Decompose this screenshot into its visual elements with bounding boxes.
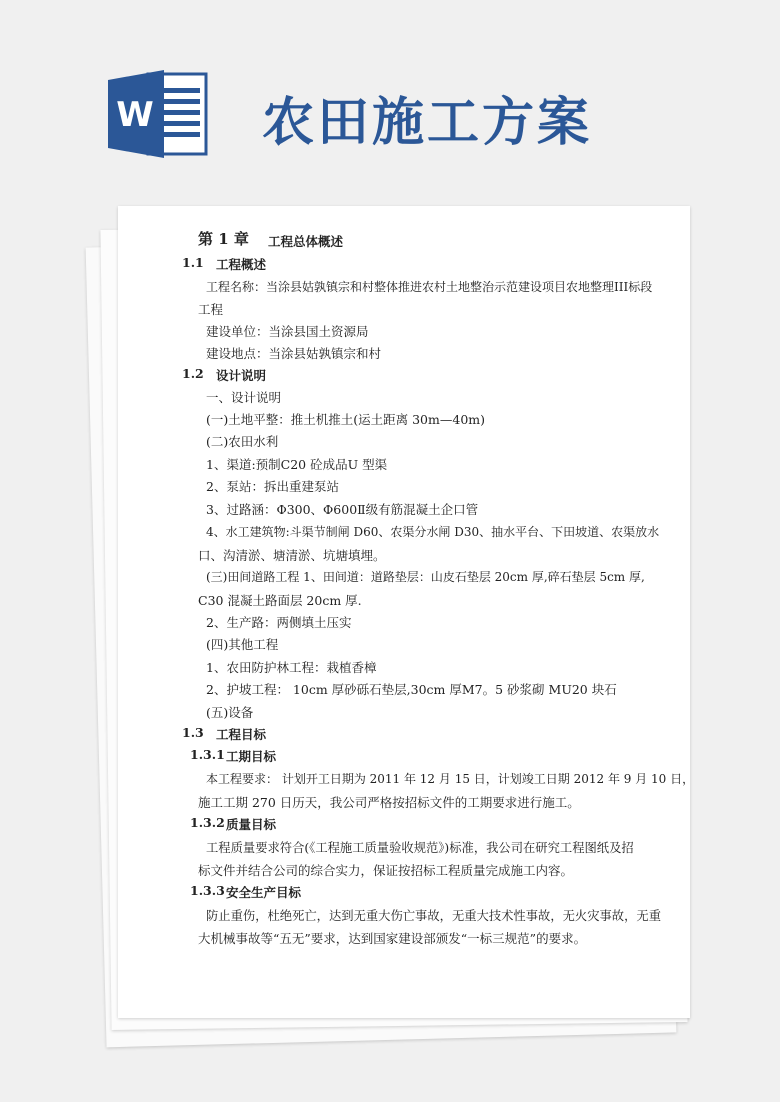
- paragraph-line: 2、泵站：拆出重建泵站: [206, 479, 339, 494]
- paragraph-line: 工程: [198, 302, 224, 317]
- paragraph-line: 工程质量要求符合(《工程施工质量验收规范》)标准，我公司在研究工程图纸及招: [206, 841, 634, 855]
- paragraph-line: 标文件并结合公司的综合实力，保证按招标工程质量完成施工内容。: [198, 863, 574, 878]
- paragraph-line: 口、沟清淤、塘清淤、坑塘填埋。: [198, 548, 386, 563]
- paragraph-line: 1、渠道:预制C20 砼成品U 型渠: [206, 457, 388, 472]
- word-icon: [108, 68, 208, 160]
- section-title: 工程概述: [216, 257, 267, 272]
- header: [0, 0, 780, 200]
- paragraph-line: 建设地点：当涂县姑孰镇宗和村: [206, 346, 382, 361]
- paragraph-line: 1、农田防护林工程：栽植香樟: [206, 660, 377, 675]
- subsection-number: 1.3.1: [190, 747, 225, 762]
- subsection-title: 质量目标: [226, 817, 277, 832]
- subsection-number: 1.3.2: [190, 815, 225, 830]
- paragraph-line: 4、水工建筑物:斗渠节制闸 D60、农渠分水闸 D30、抽水平台、下田坡道、农渠放水: [206, 525, 660, 539]
- section-title: 设计说明: [216, 368, 267, 383]
- document-title: 农田施工方案: [262, 93, 593, 153]
- paragraph-line: 2、护坡工程： 10cm 厚砂砾石垫层,30cm 厚M7。5 砂浆砌 MU20 块石: [206, 682, 617, 697]
- paragraph-line: 大机械事故等“五无”要求，达到国家建设部颁发“一标三规范”的要求。: [198, 931, 587, 946]
- paragraph-line: 工程名称：当涂县姑孰镇宗和村整体推进农村土地整治示范建设项目农地整理III标段: [206, 280, 653, 294]
- paragraph-line: (四)其他工程: [206, 637, 279, 652]
- paragraph-line: 3、过路涵：Φ300、Φ600Ⅱ级有筋混凝土企口管: [206, 502, 479, 517]
- paragraph-line: 一、设计说明: [206, 390, 282, 405]
- paragraph-line: (二)农田水利: [206, 434, 279, 449]
- paragraph-line: 2、生产路：两侧填土压实: [206, 615, 352, 630]
- paragraph-line: 防止重伤，杜绝死亡，达到无重大伤亡事故，无重大技术性事故，无火灾事故，无重: [206, 909, 661, 923]
- section-number: 1.2: [182, 366, 204, 381]
- section-number: 1.1: [182, 255, 204, 270]
- paragraph-line: C30 混凝土路面层 20cm 厚.: [198, 593, 362, 608]
- chapter-number: 第 1 章: [198, 230, 249, 248]
- paragraph-line: (三)田间道路工程 1、田间道：道路垫层：山皮石垫层 20cm 厚,碎石垫层 5cm 厚,: [206, 570, 645, 584]
- section-title: 工程目标: [216, 727, 267, 742]
- word-logo-letter: W: [116, 95, 154, 135]
- subsection-number: 1.3.3: [190, 883, 225, 898]
- subsection-title: 工期目标: [226, 749, 277, 764]
- subsection-title: 安全生产目标: [226, 885, 302, 900]
- chapter-title: 工程总体概述: [268, 234, 344, 249]
- paragraph-line: (五)设备: [206, 705, 254, 720]
- paragraph-line: 建设单位：当涂县国土资源局: [206, 324, 369, 339]
- section-number: 1.3: [182, 725, 204, 740]
- paragraph-line: (一)土地平整：推土机推土(运土距离 30m—40m): [206, 412, 485, 427]
- paragraph-line: 施工工期 270 日历天，我公司严格按招标文件的工期要求进行施工。: [198, 795, 580, 810]
- paragraph-line: 本工程要求： 计划开工日期为 2011 年 12 月 15 日，计划竣工日期 2012 年 9 月 10 日，: [206, 772, 695, 786]
